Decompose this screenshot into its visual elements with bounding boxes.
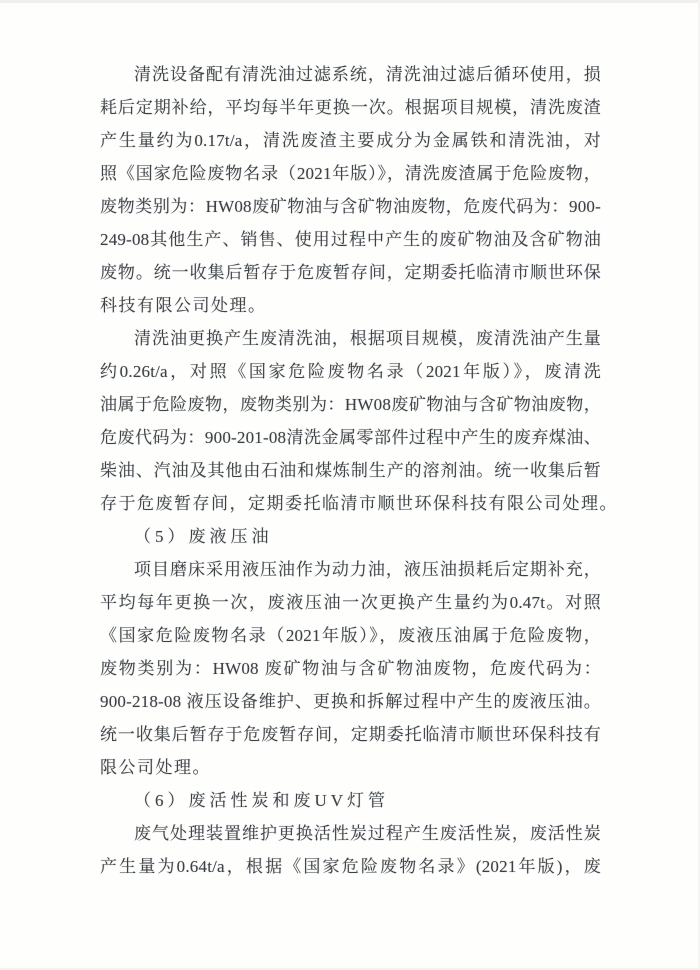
text-line: 约0.26t/a，对照《国家危险废物名录（2021年版）》，废清洗 — [100, 362, 601, 381]
text-line: 油属于危险废物，废物类别为：HW08废矿物油与含矿物油废物， — [100, 395, 601, 414]
text-line: 存于危废暂存间，定期委托临清市顺世环保科技有限公司处理。 — [100, 494, 618, 513]
text-line: （5）废液压油 — [134, 527, 273, 546]
text-line: 清洗油更换产生废清洗油，根据项目规模，废清洗油产生量 — [134, 329, 601, 348]
text-line: 统一收集后暂存于危废暂存间，定期委托临清市顺世环保科技有 — [100, 725, 601, 744]
text-line: 清洗设备配有清洗油过滤系统，清洗油过滤后循环使用，损 — [134, 65, 601, 84]
text-line: 平均每年更换一次，废液压油一次更换产生量约为0.47t。对照 — [100, 593, 601, 612]
text-line: 249-08其他生产、销售、使用过程中产生的废矿物油及含矿物油 — [100, 230, 601, 249]
text-line: （6）废活性炭和废UV灯管 — [134, 791, 390, 810]
text-line: 产生量为0.64t/a，根据《国家危险废物名录》(2021年版)，废 — [100, 857, 601, 876]
text-line: 产生量约为0.17t/a，清洗废渣主要成分为金属铁和清洗油，对 — [100, 131, 601, 150]
text-line: 《国家危险废物名录（2021年版）》，废液压油属于危险废物， — [100, 626, 601, 645]
text-line: 废气处理装置维护更换活性炭过程产生废活性炭，废活性炭 — [134, 824, 601, 843]
text-line: 废物。统一收集后暂存于危废暂存间，定期委托临清市顺世环保 — [100, 263, 601, 282]
text-line: 限公司处理。 — [100, 758, 211, 777]
document-text-block — [100, 58, 618, 883]
page-top-edge — [0, 0, 700, 3]
text-line: 照《国家危险废物名录（2021年版）》，清洗废渣属于危险废物， — [100, 164, 601, 183]
text-line: 柴油、汽油及其他由石油和煤炼制生产的溶剂油。统一收集后暂 — [100, 461, 601, 480]
text-line: 项目磨床采用液压油作为动力油，液压油损耗后定期补充， — [134, 560, 601, 579]
text-line: 废物类别为：HW08 废矿物油与含矿物油废物，危废代码为： — [100, 659, 601, 678]
text-line: 耗后定期补给，平均每半年更换一次。根据项目规模，清洗废渣 — [100, 98, 601, 117]
text-line: 900-218-08 液压设备维护、更换和拆解过程中产生的废液压油。 — [100, 692, 601, 711]
text-line: 危废代码为：900-201-08清洗金属零部件过程中产生的废弃煤油、 — [100, 428, 601, 447]
text-line: 科技有限公司处理。 — [100, 296, 267, 315]
text-line: 废物类别为：HW08废矿物油与含矿物油废物，危废代码为：900- — [100, 197, 601, 216]
